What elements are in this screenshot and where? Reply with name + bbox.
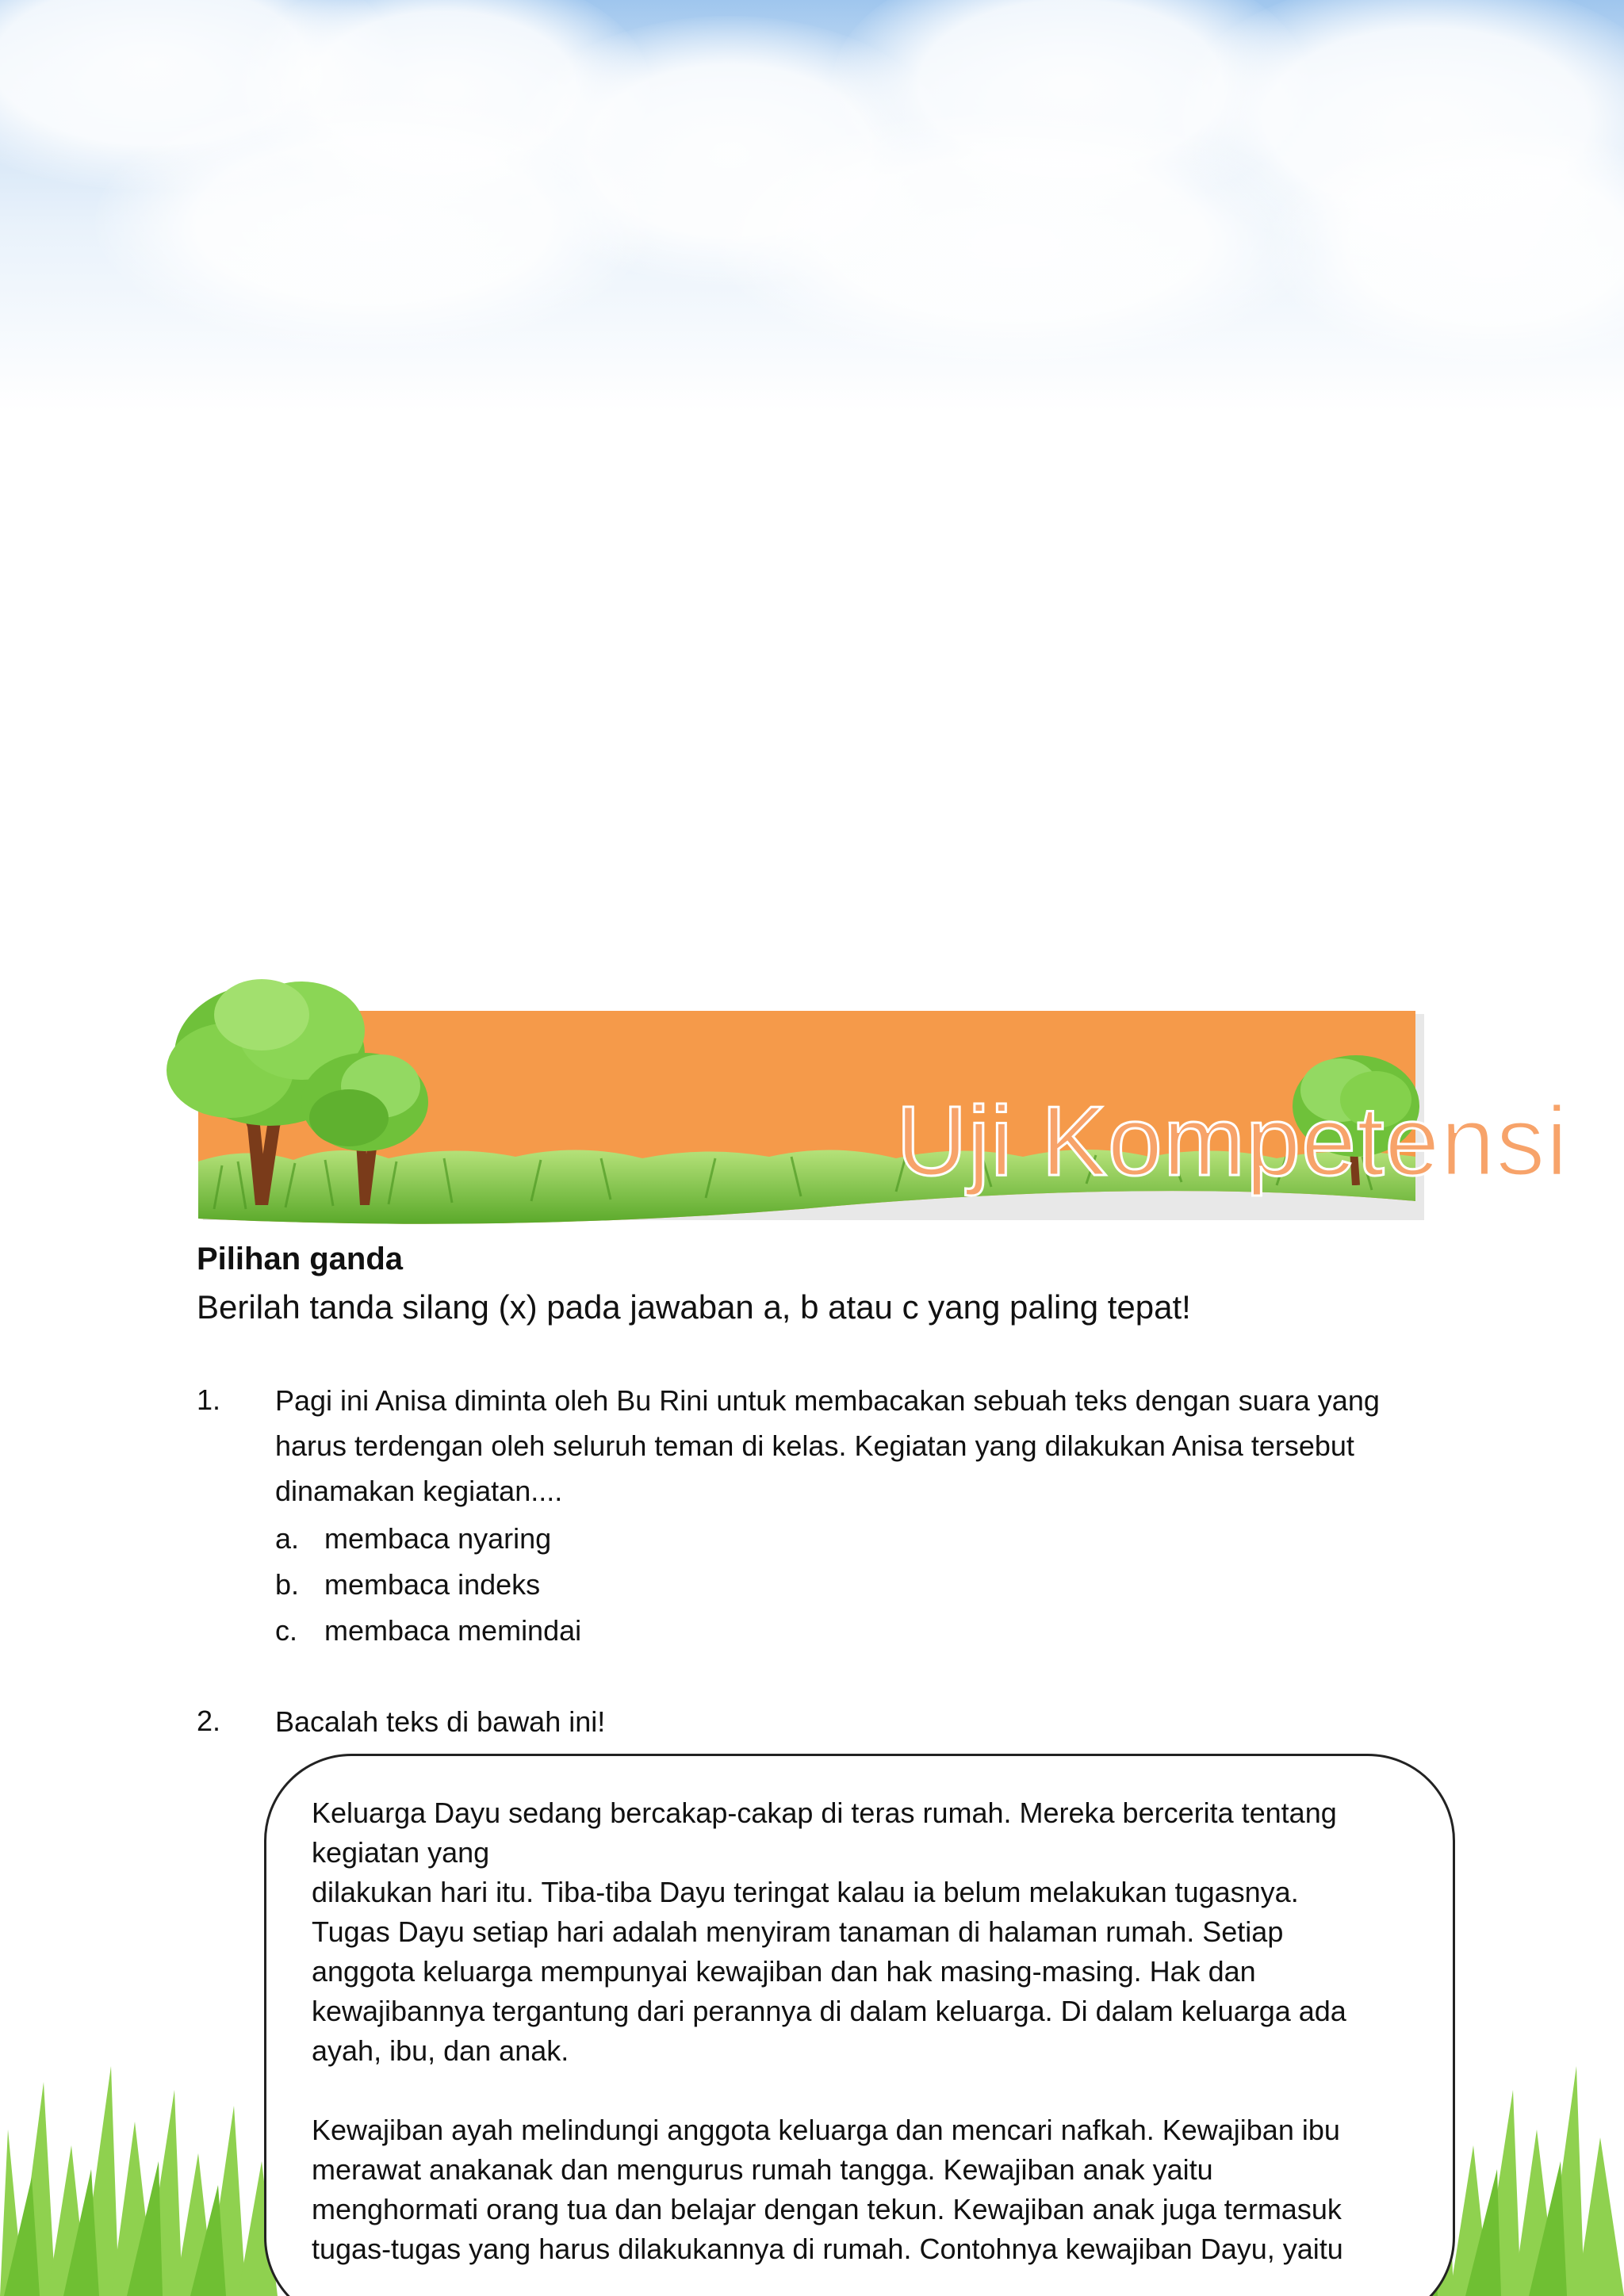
paragraph-gap — [312, 2071, 1406, 2110]
question-line: dinamakan kegiatan.... — [275, 1475, 563, 1507]
option-a[interactable] — [275, 1516, 581, 1562]
question-1-options — [275, 1516, 581, 1654]
banner-title: Uji Kompetensi — [896, 1087, 1568, 1196]
sky-background — [0, 0, 1624, 412]
passage-line: anggota keluarga mempunyai kewajiban dan hak masing-masing. Hak dan — [312, 1955, 1256, 1988]
passage-line: kewajibannya tergantung dari perannya di dalam keluarga. Di dalam keluarga ada — [312, 1995, 1346, 2027]
option-b[interactable] — [275, 1562, 581, 1608]
option-letter: a. — [275, 1522, 300, 1555]
instruction-text: Berilah tanda silang (x) pada jawaban a, b atau c yang paling tepat! — [197, 1288, 1191, 1326]
option-letter: c. — [275, 1614, 298, 1647]
passage-line: menghormati orang tua dan belajar dengan tekun. Kewajiban anak juga termasuk — [312, 2193, 1342, 2225]
passage-line: dilakukan hari itu. Tiba-tiba Dayu teringat kalau ia belum melakukan tugasnya. — [312, 1876, 1299, 1908]
question-line: Pagi ini Anisa diminta oleh Bu Rini untuk membacakan sebuah teks dengan suara yang — [275, 1384, 1380, 1417]
option-letter: b. — [275, 1568, 300, 1601]
passage-line: tugas-tugas yang harus dilakukannya di rumah. Contohnya kewajiban Dayu, yaitu — [312, 2233, 1343, 2265]
question-2-number: 2. — [197, 1705, 221, 1737]
passage-line: ayah, ibu, dan anak. — [312, 2034, 569, 2067]
question-1-number: 1. — [197, 1383, 221, 1416]
option-text: membaca nyaring — [324, 1522, 552, 1555]
option-c[interactable] — [275, 1608, 581, 1654]
reading-passage — [312, 1793, 1406, 2269]
option-text: membaca indeks — [324, 1568, 541, 1601]
question-2-text — [275, 1699, 1433, 1744]
question-line: harus terdengan oleh seluruh teman di kelas. Kegiatan yang dilakukan Anisa tersebut — [275, 1429, 1354, 1462]
passage-line: Kewajiban ayah melindungi anggota keluarga dan mencari nafkah. Kewajiban ibu — [312, 2114, 1340, 2146]
question-1-text — [275, 1378, 1433, 1513]
passage-line: merawat anakanak dan mengurus rumah tangga. Kewajiban anak yaitu — [312, 2153, 1213, 2186]
tree-illustration-left — [143, 967, 476, 1205]
passage-line: Keluarga Dayu sedang bercakap-cakap di teras rumah. Mereka bercerita tentang — [312, 1797, 1337, 1829]
grass-illustration-left — [0, 2034, 285, 2296]
question-line: Bacalah teks di bawah ini! — [275, 1705, 606, 1738]
option-text: membaca memindai — [324, 1614, 582, 1647]
section-title: Pilihan ganda — [197, 1242, 404, 1276]
passage-line: Tugas Dayu setiap hari adalah menyiram tanaman di halaman rumah. Setiap — [312, 1915, 1284, 1948]
passage-line: kegiatan yang — [312, 1836, 490, 1869]
